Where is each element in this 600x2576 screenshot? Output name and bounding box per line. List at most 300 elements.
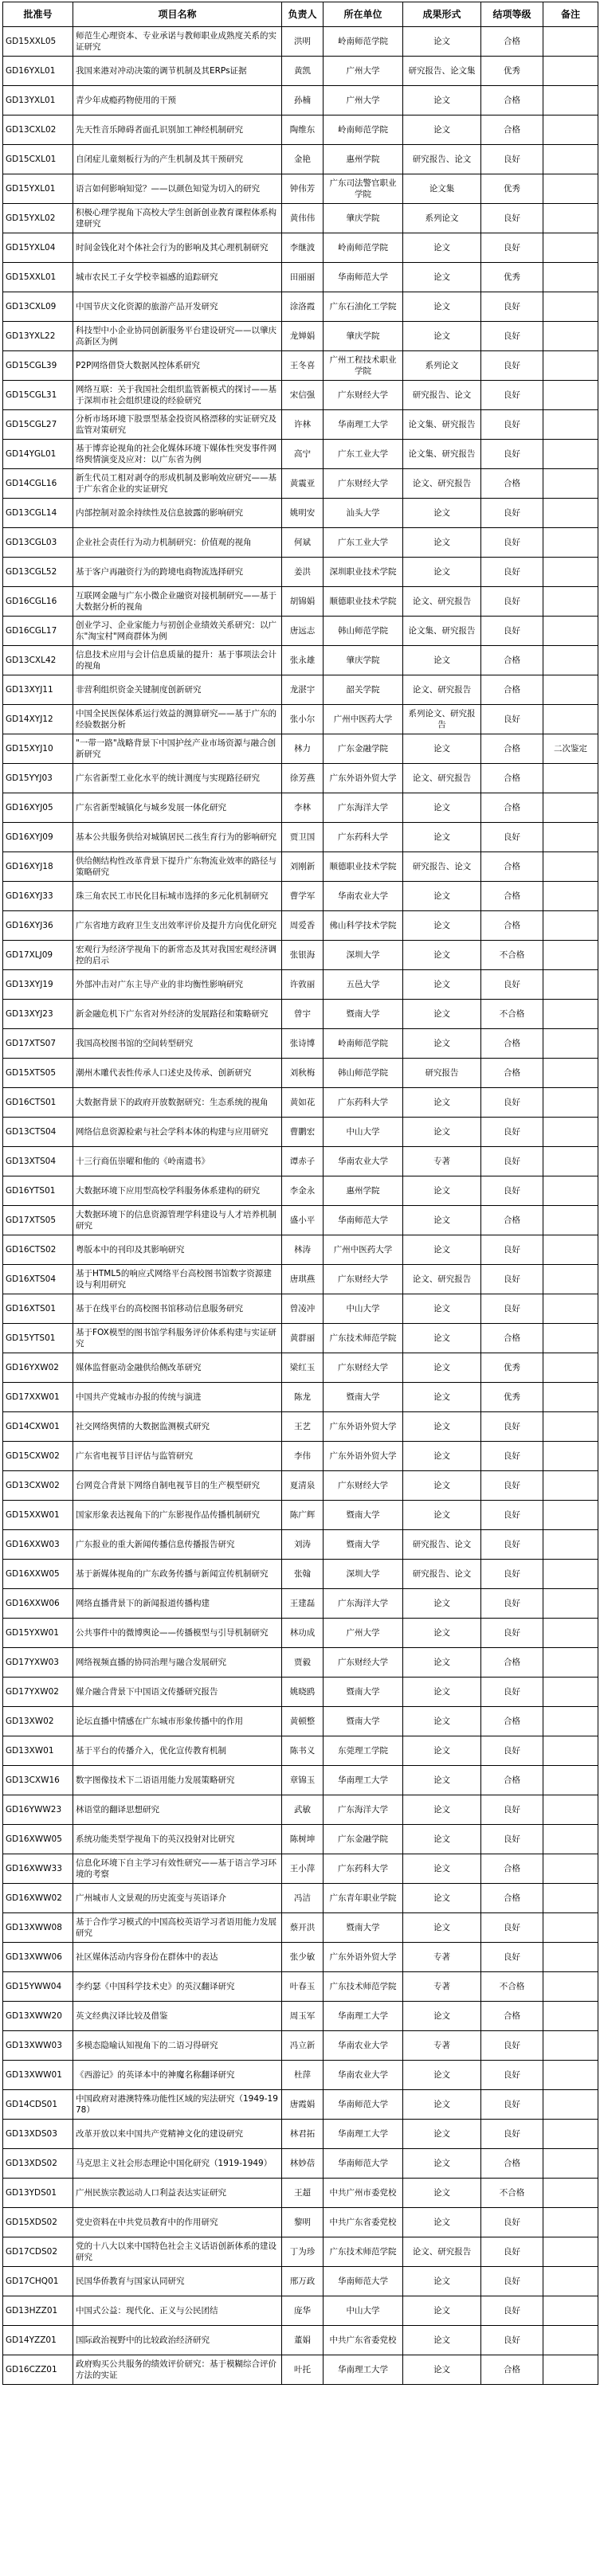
institution-cell: 中山大学 — [324, 1118, 403, 1147]
remarks-cell — [543, 2120, 598, 2149]
remarks-cell — [543, 705, 598, 734]
result-form-cell: 论文、研究报告 — [403, 2237, 481, 2267]
institution-cell: 广东技术师范学院 — [324, 1972, 403, 2002]
grade-cell: 合格 — [481, 27, 543, 57]
table-row — [3, 882, 598, 911]
project-name-cell: 党史资料在中共党员教育中的作用研究 — [73, 2208, 282, 2237]
result-form-cell: 研究报告、论文 — [403, 1530, 481, 1560]
result-form-cell: 论文 — [403, 292, 481, 322]
remarks-cell: 二次鉴定 — [543, 734, 598, 764]
table-row — [3, 1589, 598, 1619]
grade-cell: 合格 — [481, 1648, 543, 1678]
table-row — [3, 115, 598, 145]
remarks-cell — [543, 2179, 598, 2208]
leader-cell: 陈树坤 — [282, 1825, 324, 1854]
result-form-cell: 论文 — [403, 941, 481, 970]
result-form-cell: 论文 — [403, 2296, 481, 2326]
table-row — [3, 1972, 598, 2002]
approval-no-cell: GD13XWW03 — [3, 2031, 73, 2061]
institution-cell: 华南农业大学 — [324, 2031, 403, 2061]
project-name-cell: 中国式公益：现代化、正义与公民团结 — [73, 2296, 282, 2326]
remarks-cell — [543, 1795, 598, 1825]
institution-cell: 五邑大学 — [324, 970, 403, 1000]
grade-cell: 良好 — [481, 1088, 543, 1118]
table-row — [3, 1678, 598, 1707]
project-name-cell: 新生代员工相对剥夺的形成机制及影响效应研究——基于广东省企业的实证研究 — [73, 469, 282, 499]
result-form-cell: 论文 — [403, 1029, 481, 1059]
approval-no-cell: GD13CXL42 — [3, 646, 73, 675]
institution-cell: 深圳大学 — [324, 941, 403, 970]
result-form-cell: 论文 — [403, 1206, 481, 1235]
grade-cell: 良好 — [481, 1147, 543, 1176]
table-row — [3, 1059, 598, 1088]
remarks-cell — [543, 1206, 598, 1235]
grade-cell: 良好 — [481, 2061, 543, 2090]
leader-cell: 李林 — [282, 793, 324, 823]
table-row — [3, 2090, 598, 2120]
project-name-cell: 大数据环境下应用型高校学科服务体系建构的研究 — [73, 1176, 282, 1206]
remarks-cell — [543, 1324, 598, 1353]
grade-cell: 良好 — [481, 2208, 543, 2237]
result-form-cell: 论文 — [403, 823, 481, 852]
project-name-cell: 互联网金融与广东小微企业融资对接机制研究——基于大数据分析的视角 — [73, 587, 282, 617]
institution-cell: 华南农业大学 — [324, 1147, 403, 1176]
grade-cell: 优秀 — [481, 263, 543, 292]
approval-no-cell: GD17CDS02 — [3, 2237, 73, 2267]
remarks-cell — [543, 823, 598, 852]
leader-cell: 冯洁 — [282, 1884, 324, 1913]
project-name-cell: 中国共产党城市办报的传统与演进 — [73, 1383, 282, 1412]
institution-cell: 广州大学 — [324, 86, 403, 115]
result-form-cell: 论文 — [403, 882, 481, 911]
institution-cell: 广东海洋大学 — [324, 793, 403, 823]
grade-cell: 良好 — [481, 2090, 543, 2120]
remarks-cell — [543, 263, 598, 292]
leader-cell: 曾凌冲 — [282, 1294, 324, 1324]
result-form-cell: 专著 — [403, 2031, 481, 2061]
remarks-cell — [543, 1736, 598, 1766]
approval-no-cell: GD15YTS01 — [3, 1324, 73, 1353]
table-row — [3, 292, 598, 322]
grade-cell: 良好 — [481, 2120, 543, 2149]
approval-no-cell: GD15YXL04 — [3, 233, 73, 263]
institution-cell: 广东财经大学 — [324, 381, 403, 410]
approval-no-cell: GD13CGL14 — [3, 499, 73, 528]
project-name-cell: 基本公共服务供给对城镇居民二孩生育行为的影响研究 — [73, 823, 282, 852]
project-name-cell: 信息化环境下自主学习有效性研究——基于语言学习环境的考察 — [73, 1854, 282, 1884]
approval-no-cell: GD14CXW01 — [3, 1412, 73, 1442]
leader-cell: 蔡开洪 — [282, 1913, 324, 1943]
approval-no-cell: GD16XXW05 — [3, 1560, 73, 1589]
approval-no-cell: GD16CTS02 — [3, 1235, 73, 1265]
remarks-cell — [543, 617, 598, 646]
leader-cell: 叶托 — [282, 2355, 324, 2385]
leader-cell: 李继波 — [282, 233, 324, 263]
leader-cell: 黄如花 — [282, 1088, 324, 1118]
grade-cell: 良好 — [481, 1913, 543, 1943]
remarks-cell — [543, 440, 598, 469]
result-form-cell: 论文 — [403, 1000, 481, 1029]
leader-cell: 高宁 — [282, 440, 324, 469]
grade-cell: 良好 — [481, 145, 543, 174]
leader-cell: 洪明 — [282, 27, 324, 57]
remarks-cell — [543, 2002, 598, 2031]
result-form-cell: 论文 — [403, 734, 481, 764]
institution-cell: 广东财经大学 — [324, 1648, 403, 1678]
institution-cell: 广东工业大学 — [324, 440, 403, 469]
table-row — [3, 1766, 598, 1795]
table-row — [3, 499, 598, 528]
project-name-cell: 企业社会责任行为动力机制研究：价值观的视角 — [73, 528, 282, 558]
result-form-cell: 论文 — [403, 1825, 481, 1854]
institution-cell: 广东外语外贸大学 — [324, 1412, 403, 1442]
leader-cell: 张永雄 — [282, 646, 324, 675]
table-row — [3, 440, 598, 469]
remarks-cell — [543, 1294, 598, 1324]
project-name-cell: 社区媒体活动内容身份在群体中的表达 — [73, 1943, 282, 1972]
leader-cell: 李伟 — [282, 1442, 324, 1471]
leader-cell: 陶维东 — [282, 115, 324, 145]
grade-cell: 良好 — [481, 1501, 543, 1530]
remarks-cell — [543, 675, 598, 705]
table-row — [3, 2326, 598, 2355]
approval-no-cell: GD17YXW02 — [3, 1678, 73, 1707]
approval-no-cell: GD13XYJ11 — [3, 675, 73, 705]
result-form-cell: 专著 — [403, 1972, 481, 2002]
result-form-cell: 论文 — [403, 793, 481, 823]
approval-no-cell: GD15XYJ10 — [3, 734, 73, 764]
institution-cell: 顺德职业技术学院 — [324, 587, 403, 617]
table-row — [3, 823, 598, 852]
grade-cell: 良好 — [481, 381, 543, 410]
leader-cell: 黎明 — [282, 2208, 324, 2237]
result-form-cell: 研究报告、论文 — [403, 381, 481, 410]
project-name-cell: 国际政治视野中的比较政治经济研究 — [73, 2326, 282, 2355]
approval-no-cell: GD13XYJ23 — [3, 1000, 73, 1029]
result-form-cell: 系列论文 — [403, 204, 481, 233]
institution-cell: 东莞理工学院 — [324, 1736, 403, 1766]
project-name-cell: 自闭症儿童刻板行为的产生机制及其干预研究 — [73, 145, 282, 174]
approval-no-cell: GD13XYJ19 — [3, 970, 73, 1000]
approval-no-cell: GD14XYJ12 — [3, 705, 73, 734]
institution-cell: 广东财经大学 — [324, 469, 403, 499]
approval-no-cell: GD13XWW01 — [3, 2061, 73, 2090]
remarks-cell — [543, 57, 598, 86]
leader-cell: 丁为珍 — [282, 2237, 324, 2267]
result-form-cell: 论文 — [403, 2002, 481, 2031]
table-row — [3, 1501, 598, 1530]
project-name-cell: 政府购买公共服务的绩效评价研究：基于模糊综合评价方法的实证 — [73, 2355, 282, 2385]
remarks-cell — [543, 204, 598, 233]
grade-cell: 合格 — [481, 2002, 543, 2031]
leader-cell: 王小萍 — [282, 1854, 324, 1884]
leader-cell: 武敏 — [282, 1795, 324, 1825]
grade-cell: 良好 — [481, 499, 543, 528]
project-name-cell: 台网竞合背景下网络自制电视节目的生产模型研究 — [73, 1471, 282, 1501]
grade-cell: 良好 — [481, 970, 543, 1000]
approval-no-cell: GD16YWW23 — [3, 1795, 73, 1825]
result-form-cell: 论文 — [403, 1294, 481, 1324]
institution-cell: 中山大学 — [324, 1294, 403, 1324]
approval-no-cell: GD15XDS02 — [3, 2208, 73, 2237]
project-name-cell: 珠三角农民工市民化目标城市选择的多元化机制研究 — [73, 882, 282, 911]
leader-cell: 黄震亚 — [282, 469, 324, 499]
leader-cell: 姚晓鸥 — [282, 1678, 324, 1707]
institution-cell: 华南农业大学 — [324, 882, 403, 911]
institution-cell: 惠州学院 — [324, 145, 403, 174]
remarks-cell — [543, 2326, 598, 2355]
institution-cell: 韩山师范学院 — [324, 617, 403, 646]
grade-cell: 合格 — [481, 115, 543, 145]
leader-cell: 刘秋梅 — [282, 1059, 324, 1088]
project-name-cell: 国家形象表达视角下的广东影视作品传播机制研究 — [73, 1501, 282, 1530]
result-form-cell: 论文 — [403, 970, 481, 1000]
leader-cell: 贾卫国 — [282, 823, 324, 852]
remarks-cell — [543, 1766, 598, 1795]
institution-cell: 广州中医药大学 — [324, 705, 403, 734]
approval-no-cell: GD16XYJ33 — [3, 882, 73, 911]
institution-cell: 暨南大学 — [324, 1678, 403, 1707]
project-name-cell: 论坛直播中情感在广东城市形象传播中的作用 — [73, 1707, 282, 1736]
institution-cell: 广东财经大学 — [324, 1471, 403, 1501]
grade-cell: 良好 — [481, 558, 543, 587]
remarks-cell — [543, 1943, 598, 1972]
grade-cell: 合格 — [481, 882, 543, 911]
leader-cell: 邢万政 — [282, 2267, 324, 2296]
grade-cell: 良好 — [481, 1471, 543, 1501]
table-row — [3, 2267, 598, 2296]
project-name-cell: 基于HTML5的响应式网络平台高校图书馆数字资源建设与利用研究 — [73, 1265, 282, 1294]
result-form-cell: 论文 — [403, 263, 481, 292]
result-form-cell: 论文、研究报告 — [403, 587, 481, 617]
project-name-cell: 中国节庆文化资源的旅游产品开发研究 — [73, 292, 282, 322]
institution-cell: 广东石油化工学院 — [324, 292, 403, 322]
leader-cell: 叶春玉 — [282, 1972, 324, 2002]
institution-cell: 肇庆学院 — [324, 204, 403, 233]
results-table — [2, 2, 598, 2385]
grade-cell: 不合格 — [481, 941, 543, 970]
institution-cell: 肇庆学院 — [324, 322, 403, 351]
project-name-cell: 广东省新型城镇化与城乡发展一体化研究 — [73, 793, 282, 823]
table-row — [3, 2061, 598, 2090]
result-form-cell: 论文 — [403, 27, 481, 57]
project-name-cell: 网络互联：关于我国社会组织监管新模式的探讨——基于深圳市社会组织建设的经验研究 — [73, 381, 282, 410]
project-name-cell: 大数据背景下的政府开放数据研究：生态系统的视角 — [73, 1088, 282, 1118]
approval-no-cell: GD14YZZ01 — [3, 2326, 73, 2355]
table-row — [3, 1884, 598, 1913]
result-form-cell: 论文 — [403, 1678, 481, 1707]
result-form-cell: 论文 — [403, 2208, 481, 2237]
table-row — [3, 675, 598, 705]
institution-cell: 中共广州市委党校 — [324, 2179, 403, 2208]
header-result-form: 成果形式 — [403, 2, 481, 27]
table-row — [3, 410, 598, 440]
remarks-cell — [543, 1678, 598, 1707]
leader-cell: 梁红玉 — [282, 1353, 324, 1383]
result-form-cell: 论文 — [403, 1471, 481, 1501]
table-row — [3, 1825, 598, 1854]
leader-cell: 林涛 — [282, 1235, 324, 1265]
approval-no-cell: GD13YDS01 — [3, 2179, 73, 2208]
remarks-cell — [543, 2237, 598, 2267]
remarks-cell — [543, 1265, 598, 1294]
leader-cell: 涂洛霞 — [282, 292, 324, 322]
leader-cell: 林力 — [282, 734, 324, 764]
table-row — [3, 27, 598, 57]
approval-no-cell: GD13CTS04 — [3, 1118, 73, 1147]
table-header-row — [3, 2, 598, 27]
project-name-cell: 数字图像技术下二语语用能力发展策略研究 — [73, 1766, 282, 1795]
grade-cell: 优秀 — [481, 1383, 543, 1412]
leader-cell: 曹学军 — [282, 882, 324, 911]
institution-cell: 韶关学院 — [324, 675, 403, 705]
approval-no-cell: GD16YXL01 — [3, 57, 73, 86]
result-form-cell: 论文集、研究报告 — [403, 440, 481, 469]
institution-cell: 华南师范大学 — [324, 2149, 403, 2179]
project-name-cell: 广东省电视节目评估与监管研究 — [73, 1442, 282, 1471]
project-name-cell: 语言如何影响知觉？——以颜色知觉为切入的研究 — [73, 174, 282, 204]
table-row — [3, 1383, 598, 1412]
leader-cell: 王艺 — [282, 1412, 324, 1442]
result-form-cell: 论文 — [403, 322, 481, 351]
result-form-cell: 论文 — [403, 1088, 481, 1118]
remarks-cell — [543, 381, 598, 410]
institution-cell: 华南师范大学 — [324, 263, 403, 292]
grade-cell: 良好 — [481, 351, 543, 381]
project-name-cell: 中国政府对港澳特殊功能性区域的宪法研究（1949-1978） — [73, 2090, 282, 2120]
leader-cell: 章锦玉 — [282, 1766, 324, 1795]
remarks-cell — [543, 1825, 598, 1854]
remarks-cell — [543, 882, 598, 911]
leader-cell: 盛小平 — [282, 1206, 324, 1235]
approval-no-cell: GD13XDS02 — [3, 2149, 73, 2179]
leader-cell: 曹鹏宏 — [282, 1118, 324, 1147]
institution-cell: 广州工程技术职业学院 — [324, 351, 403, 381]
grade-cell: 良好 — [481, 528, 543, 558]
table-row — [3, 705, 598, 734]
approval-no-cell: GD13CXW16 — [3, 1766, 73, 1795]
grade-cell: 良好 — [481, 617, 543, 646]
remarks-cell — [543, 233, 598, 263]
leader-cell: 贾毅 — [282, 1648, 324, 1678]
table-row — [3, 2149, 598, 2179]
institution-cell: 广东海洋大学 — [324, 1589, 403, 1619]
project-name-cell: 十三行商伍崇曜和他的《岭南遗书》 — [73, 1147, 282, 1176]
table-row — [3, 2296, 598, 2326]
institution-cell: 中山大学 — [324, 2296, 403, 2326]
project-name-cell: 媒体监督驱动金融供给侧改革研究 — [73, 1353, 282, 1383]
institution-cell: 广东金融学院 — [324, 734, 403, 764]
leader-cell: 何斌 — [282, 528, 324, 558]
grade-cell: 良好 — [481, 1943, 543, 1972]
grade-cell: 良好 — [481, 2031, 543, 2061]
approval-no-cell: GD16XYJ18 — [3, 852, 73, 882]
leader-cell: 周爱香 — [282, 911, 324, 941]
table-body — [3, 27, 598, 2385]
grade-cell: 合格 — [481, 764, 543, 793]
institution-cell: 广东工业大学 — [324, 528, 403, 558]
remarks-cell — [543, 587, 598, 617]
result-form-cell: 论文 — [403, 2355, 481, 2385]
table-row — [3, 1471, 598, 1501]
table-row — [3, 2208, 598, 2237]
table-row — [3, 1353, 598, 1383]
project-name-cell: 非营利组织资金关键制度创新研究 — [73, 675, 282, 705]
approval-no-cell: GD16XYJ09 — [3, 823, 73, 852]
approval-no-cell: GD16XYJ05 — [3, 793, 73, 823]
grade-cell: 合格 — [481, 1854, 543, 1884]
table-row — [3, 381, 598, 410]
grade-cell: 良好 — [481, 587, 543, 617]
table-row — [3, 1412, 598, 1442]
leader-cell: 董娟 — [282, 2326, 324, 2355]
result-form-cell: 系列论文 — [403, 351, 481, 381]
approval-no-cell: GD15YXW01 — [3, 1619, 73, 1648]
result-form-cell: 论文、研究报告 — [403, 1265, 481, 1294]
approval-no-cell: GD13XTS04 — [3, 1147, 73, 1176]
grade-cell: 良好 — [481, 1530, 543, 1560]
approval-no-cell: GD15XXW01 — [3, 1501, 73, 1530]
result-form-cell: 论文 — [403, 2061, 481, 2090]
institution-cell: 深圳职业技术学院 — [324, 558, 403, 587]
approval-no-cell: GD13XW02 — [3, 1707, 73, 1736]
result-form-cell: 论文、研究报告 — [403, 469, 481, 499]
grade-cell: 良好 — [481, 1825, 543, 1854]
approval-no-cell: GD13XDS03 — [3, 2120, 73, 2149]
institution-cell: 广东外语外贸大学 — [324, 1442, 403, 1471]
leader-cell: 林功成 — [282, 1619, 324, 1648]
table-row — [3, 970, 598, 1000]
grade-cell: 合格 — [481, 1206, 543, 1235]
remarks-cell — [543, 145, 598, 174]
remarks-cell — [543, 1648, 598, 1678]
table-row — [3, 1707, 598, 1736]
grade-cell: 良好 — [481, 233, 543, 263]
approval-no-cell: GD13XWW08 — [3, 1913, 73, 1943]
approval-no-cell: GD16CGL17 — [3, 617, 73, 646]
approval-no-cell: GD15CGL31 — [3, 381, 73, 410]
result-form-cell: 论文 — [403, 1353, 481, 1383]
leader-cell: 林君拓 — [282, 2120, 324, 2149]
grade-cell: 不合格 — [481, 1000, 543, 1029]
institution-cell: 岭南师范学院 — [324, 233, 403, 263]
table-row — [3, 1235, 598, 1265]
result-form-cell: 论文 — [403, 1235, 481, 1265]
institution-cell: 惠州学院 — [324, 1176, 403, 1206]
result-form-cell: 论文 — [403, 1501, 481, 1530]
header-grade: 结项等级 — [481, 2, 543, 27]
approval-no-cell: GD17XXW01 — [3, 1383, 73, 1412]
institution-cell: 华南师范大学 — [324, 1206, 403, 1235]
leader-cell: 许林 — [282, 410, 324, 440]
project-name-cell: 外部冲击对广东主导产业的非均衡性影响研究 — [73, 970, 282, 1000]
result-form-cell: 论文、研究报告 — [403, 675, 481, 705]
institution-cell: 广东技术师范学院 — [324, 1324, 403, 1353]
approval-no-cell: GD16XXW03 — [3, 1530, 73, 1560]
leader-cell: 陈广辉 — [282, 1501, 324, 1530]
approval-no-cell: GD15CXL01 — [3, 145, 73, 174]
project-name-cell: 城市农民工子女学校幸福感的追踪研究 — [73, 263, 282, 292]
project-name-cell: 大数据环境下的信息资源管理学科建设与人才培养机制研究 — [73, 1206, 282, 1235]
grade-cell: 良好 — [481, 204, 543, 233]
project-name-cell: 基于FOX模型的图书馆学科服务评价体系构建与实证研究 — [73, 1324, 282, 1353]
result-form-cell: 研究报告、论文 — [403, 145, 481, 174]
remarks-cell — [543, 1147, 598, 1176]
remarks-cell — [543, 410, 598, 440]
institution-cell: 暨南大学 — [324, 1000, 403, 1029]
grade-cell: 合格 — [481, 852, 543, 882]
header-leader: 负责人 — [282, 2, 324, 27]
